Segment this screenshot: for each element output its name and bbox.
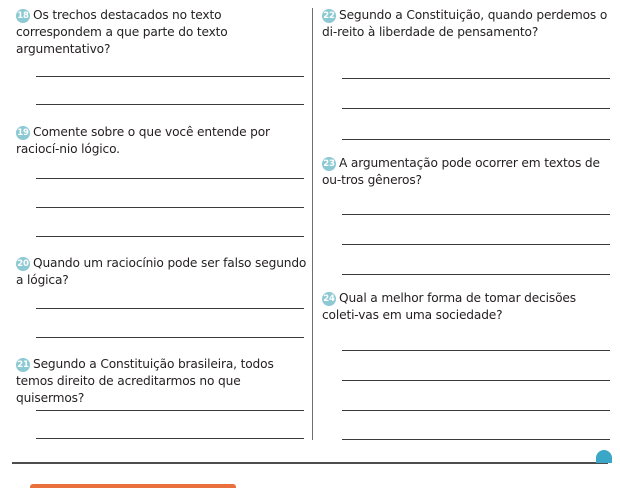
answer-line[interactable] [36,207,304,208]
question-text: Quando um raciocínio pode ser falso segundo a lógica? [16,256,307,287]
question-text: Qual a melhor forma de tomar decisões coleti-vas em uma sociedade? [322,291,576,322]
question-18 [16,7,308,58]
answer-line[interactable] [36,178,304,179]
footer-color-bar [30,484,236,488]
question-23 [322,155,614,189]
question-21 [16,356,308,407]
question-number-badge: 24 [323,294,335,304]
answer-line[interactable] [36,308,304,309]
answer-line[interactable] [342,439,610,440]
question-text: Segundo a Constituição, quando perdemos o di-reito à liberdade de pensamento? [322,8,608,39]
answer-line[interactable] [36,76,304,77]
answer-line[interactable] [342,108,610,109]
answer-line[interactable] [36,104,304,105]
answer-line[interactable] [342,139,610,140]
answer-line[interactable] [36,236,304,237]
answer-line[interactable] [36,438,304,439]
question-number-badge: 22 [323,11,335,21]
question-22 [322,7,614,41]
answer-line[interactable] [342,244,610,245]
answer-line[interactable] [342,410,610,411]
question-text: Os trechos destacados no texto correspondem a que parte do texto argumentativo? [16,8,228,56]
question-text: A argumentação pode ocorrer em textos de ou-tros gêneros? [322,156,600,187]
answer-line[interactable] [342,214,610,215]
answer-line[interactable] [36,410,304,411]
question-number-badge: 18 [17,11,29,21]
page-bottom-rule [12,462,608,464]
question-number-badge: 19 [17,128,29,138]
question-24 [322,290,614,324]
question-text: Segundo a Constituição brasileira, todos temos direito de acreditarmos no que quisermos? [16,357,274,405]
question-19 [16,124,308,158]
column-divider [312,8,313,440]
answer-line[interactable] [342,350,610,351]
question-number-badge: 23 [323,159,335,169]
question-number-badge: 21 [17,360,29,370]
answer-line[interactable] [36,337,304,338]
page-corner-tab [596,450,612,463]
answer-line[interactable] [342,274,610,275]
answer-line[interactable] [342,380,610,381]
question-20 [16,255,308,289]
question-text: Comente sobre o que você entende por raciocí-nio lógico. [16,125,270,156]
question-number-badge: 20 [17,259,29,269]
answer-line[interactable] [342,78,610,79]
